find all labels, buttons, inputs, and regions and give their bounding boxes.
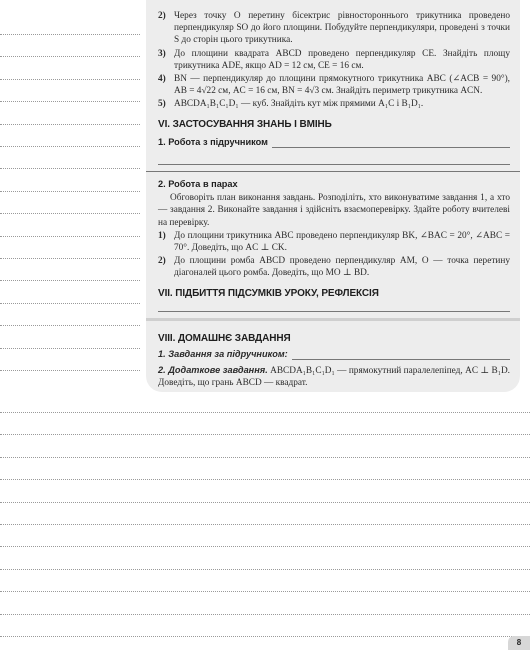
section-6-title: VI. ЗАСТОСУВАННЯ ЗНАНЬ І ВМІНЬ: [158, 118, 332, 130]
page-number: 8: [508, 636, 530, 650]
task-text: До площини квадрата ABCD проведено перпендикуляр CE. Знайдіть площу трикутника ADE, якщо AD = 12 см, CE = 16 см.: [174, 48, 510, 71]
task-4: [158, 98, 510, 110]
notebook-line: [0, 457, 530, 458]
tasks-list: [158, 10, 510, 111]
notebook-line: [0, 370, 140, 371]
notebook-line: [0, 258, 140, 259]
notebook-line: [0, 213, 140, 214]
pair-task-text: До площини трикутника ABC проведено перпендикуляр BK, ∠BAC = 20°, ∠ABC = 70°. Доведіть, що AC ⊥ CK.: [174, 230, 510, 254]
notebook-line: [0, 479, 530, 480]
section-7-title: VII. ПІДБИТТЯ ПІДСУМКІВ УРОКУ, РЕФЛЕКСІЯ: [158, 287, 379, 299]
task-number: 3): [158, 48, 166, 59]
task-number: 2): [158, 11, 166, 21]
pairs-work-text: Обговоріть план виконання завдань. Розподіліть, хто виконуватиме завдання 1, а хто — завдання 2. Виконайте завдання і здійсніть взаємоперевірку. Здайте роботу вчителеві на перевірку.: [158, 193, 510, 228]
textbook-work-label: 1. Робота з підручником: [158, 136, 268, 147]
notebook-line: [0, 348, 140, 349]
notebook-line: [0, 236, 140, 237]
pair-task-1: [158, 230, 510, 254]
pair-task-number: 1): [158, 230, 166, 241]
notebook-line: [0, 591, 530, 592]
task-number: 4): [158, 74, 166, 85]
task-text: Через точку O перетину бісектрис рівностороннього трикутника проведено перпендикуляр SO до його площини. Побудуйте перпендикуляри, проведені з точки S до сторін цього трикутника.: [174, 11, 510, 46]
task-text: ABCDA₁B₁C₁D₁ — куб. Знайдіть кут між прямими A₁C і B₁D₁.: [174, 99, 424, 110]
pair-task-text: До площини ромба ABCD проведено перпендикуляр AM, O — точка перетину діагоналей цього ромба. Доведіть, що MO ⊥ BD.: [174, 256, 510, 279]
answer-line[interactable]: [272, 137, 510, 148]
notebook-line: [0, 79, 140, 80]
notebook-line: [0, 569, 530, 570]
notebook-line: [0, 434, 530, 435]
homework-2-text: ABCDA₁B₁C₁D₁ — прямокутний паралелепіпед, AC ⊥ B₁D. Доведіть, що грань ABCD — квадрат.: [158, 366, 511, 389]
notebook-line: [0, 191, 140, 192]
notebook-line: [0, 546, 530, 547]
task-3: [158, 73, 510, 97]
notebook-line: [0, 502, 530, 503]
notebook-line: [0, 56, 140, 57]
answer-line[interactable]: [158, 152, 510, 165]
notebook-line: [0, 614, 530, 615]
task-2: [158, 48, 510, 72]
notebook-line: [0, 168, 140, 169]
notebook-line: [0, 636, 530, 637]
notebook-line: [0, 124, 140, 125]
lesson-panel: [146, 0, 520, 392]
notebook-line: [0, 146, 140, 147]
pair-task-number: 2): [158, 256, 166, 267]
pair-task-2: [158, 255, 510, 279]
section-8-title: VIII. ДОМАШНЄ ЗАВДАННЯ: [158, 332, 291, 344]
homework-2-label: 2. Додаткове завдання.: [158, 365, 268, 376]
notebook-line: [0, 101, 140, 102]
notebook-line: [0, 34, 140, 35]
textbook-work-row: [158, 136, 510, 148]
answer-line[interactable]: [158, 299, 510, 312]
homework-2: [158, 364, 510, 389]
task-1: [158, 10, 510, 47]
homework-1-row: [158, 348, 510, 360]
pair-tasks-list: [158, 230, 510, 280]
divider: [146, 318, 520, 321]
notebook-line: [0, 412, 530, 413]
notebook-line: [0, 280, 140, 281]
divider: [146, 171, 520, 172]
task-text: BN — перпендикуляр до площини прямокутного трикутника ABC (∠ACB = 90°), AB = 4√22 см, AC = 16 см, BN = 4√3 см. Знайдіть периметр трикутника ACN.: [174, 74, 510, 97]
notebook-line: [0, 303, 140, 304]
pairs-work-title: 2. Робота в парах: [158, 179, 238, 190]
homework-1-label: 1. Завдання за підручником:: [158, 349, 288, 360]
task-number: 5): [158, 99, 166, 110]
notebook-line: [0, 524, 530, 525]
answer-line[interactable]: [292, 349, 510, 360]
notebook-line: [0, 325, 140, 326]
